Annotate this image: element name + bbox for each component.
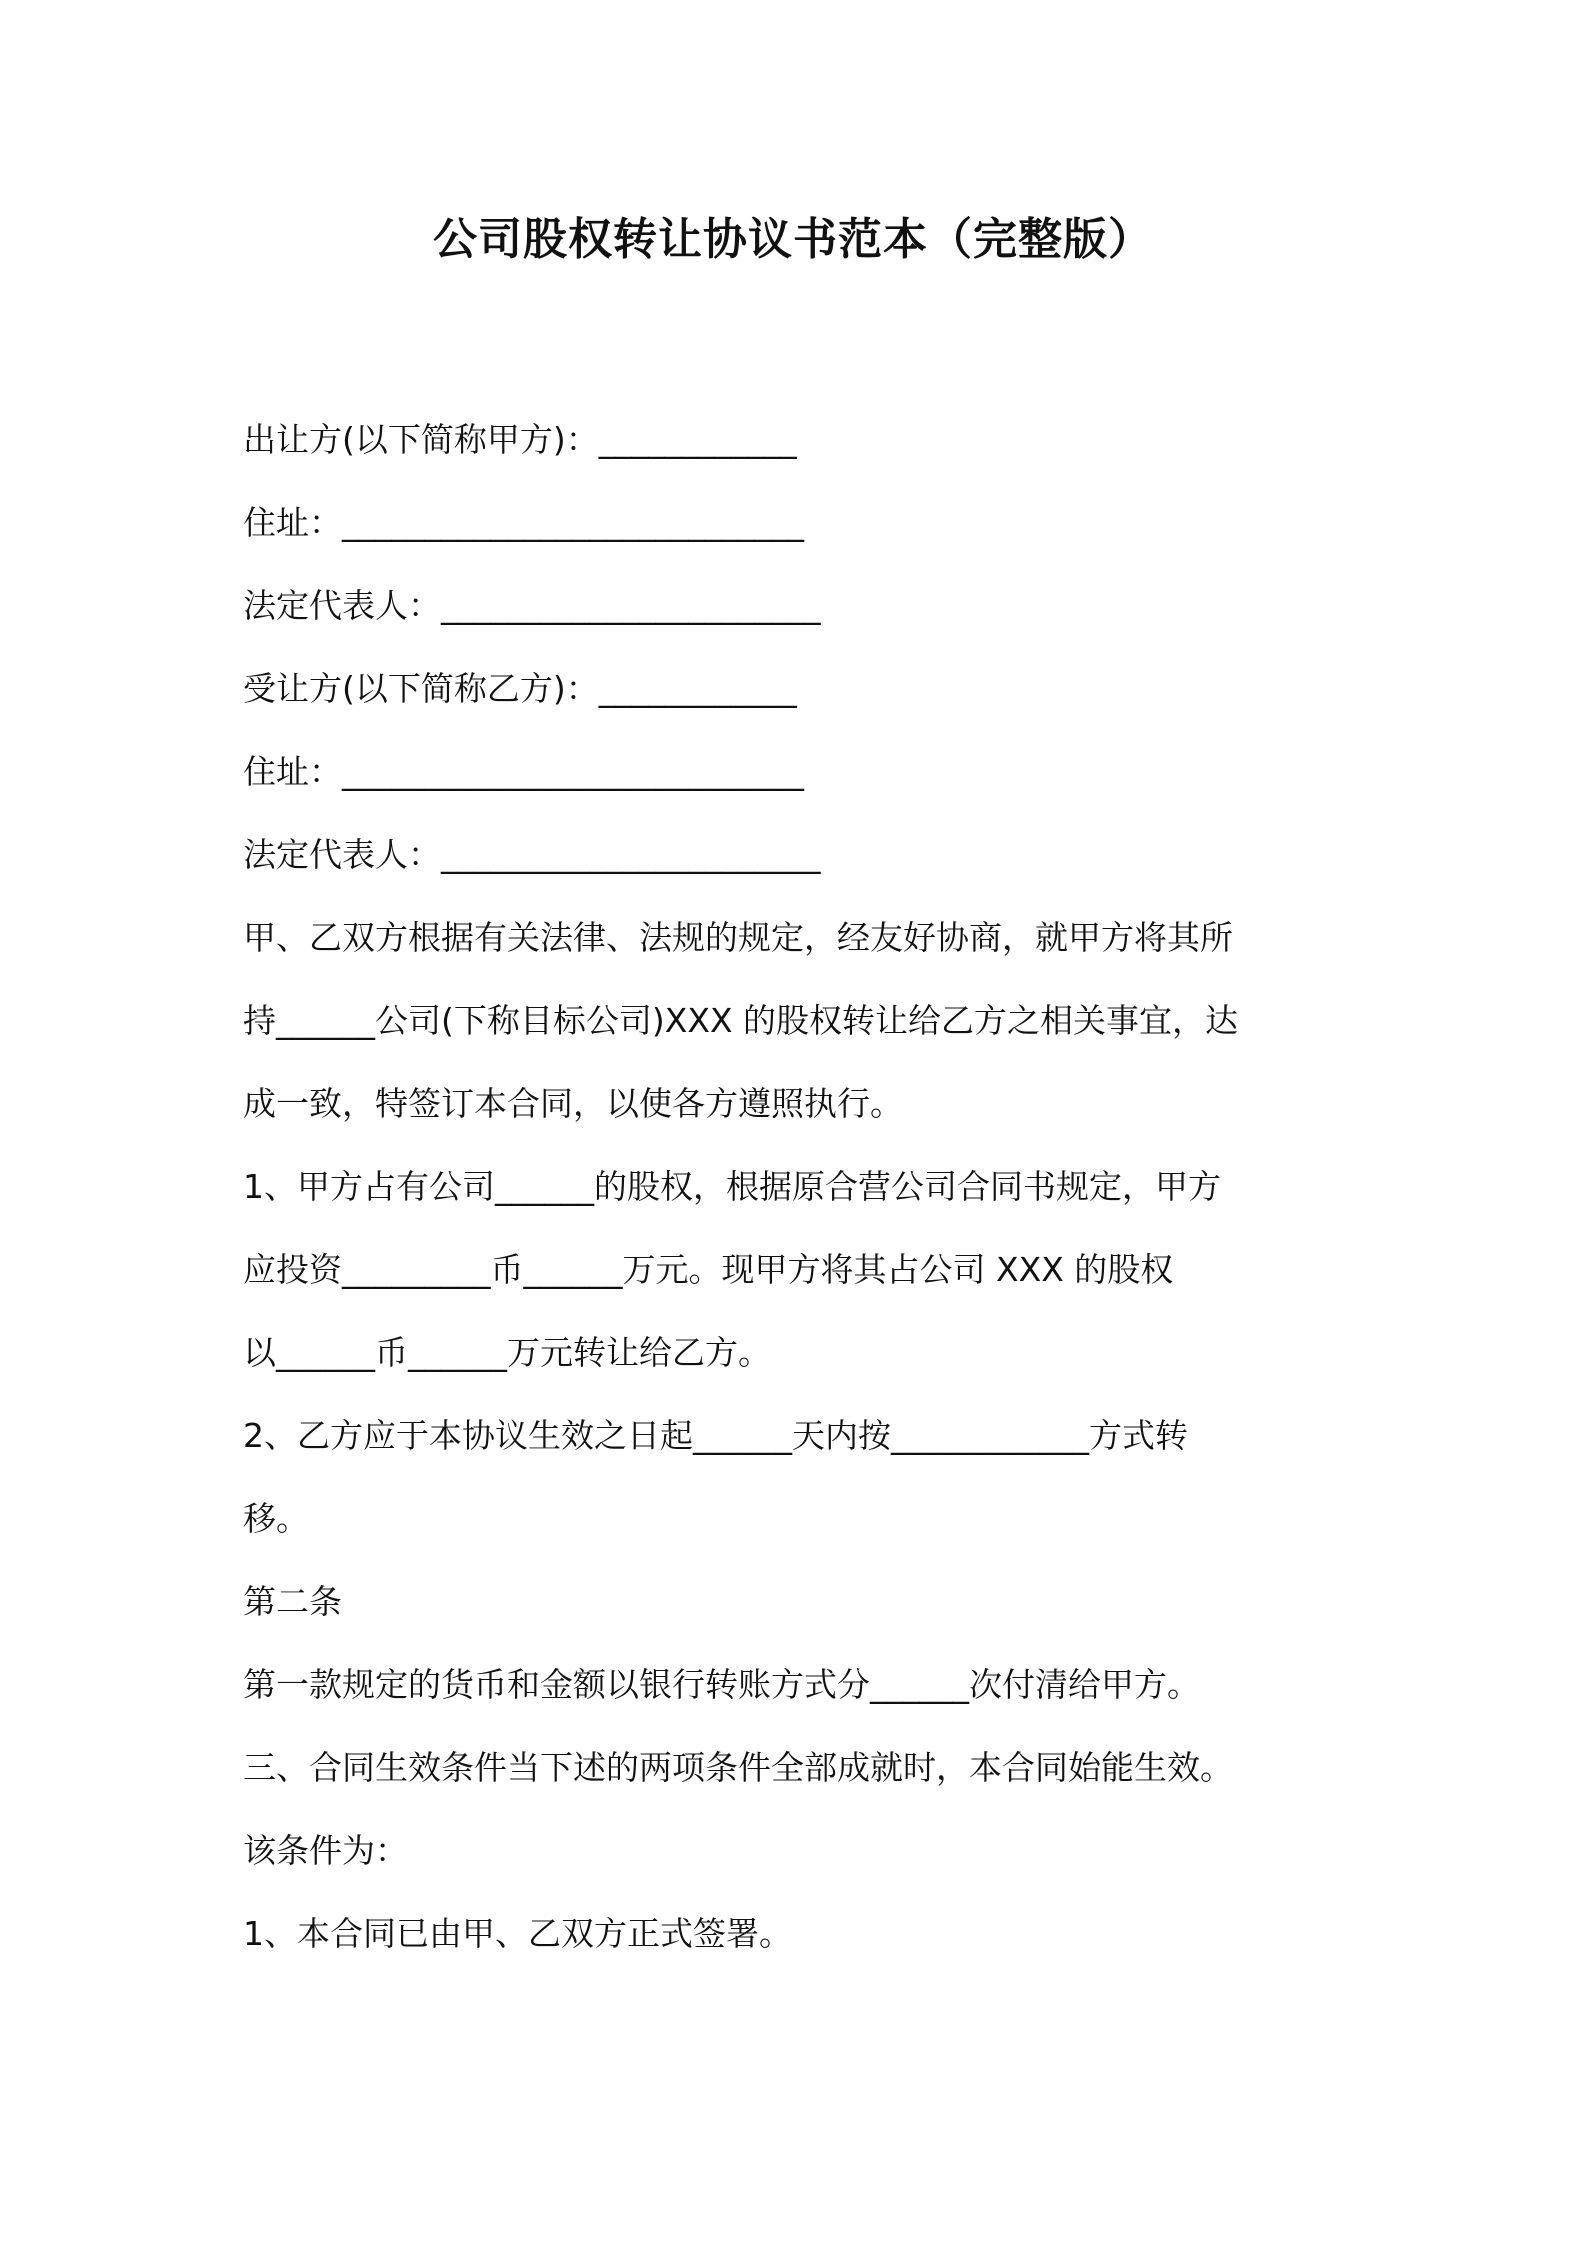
clause-2-line-1: 2、乙方应于本协议生效之日起______天内按____________方式转: [243, 1416, 1188, 1455]
transferor-line: 出让方(以下简称甲方)：____________: [243, 420, 797, 459]
transferee-representative-line: 法定代表人：_______________________: [243, 835, 821, 874]
article-two-heading: 第二条: [243, 1582, 342, 1621]
condition-1-line: 1、本合同已由甲、乙双方正式签署。: [243, 1914, 792, 1953]
clause-1-line-3: 以______币______万元转让给乙方。: [243, 1333, 771, 1372]
document-title: 公司股权转让协议书范本（完整版）: [433, 214, 1153, 265]
preamble-line-3: 成一致，特签订本合同，以使各方遵照执行。: [243, 1084, 903, 1123]
conditions-intro-line: 该条件为：: [243, 1831, 408, 1870]
payment-clause-line: 第一款规定的货币和金额以银行转账方式分______次付清给甲方。: [243, 1665, 1200, 1704]
clause-1-line-2: 应投资_________币______万元。现甲方将其占公司 XXX 的股权: [243, 1250, 1174, 1289]
transferee-line: 受让方(以下简称乙方)：____________: [243, 669, 797, 708]
preamble-line-2: 持______公司(下称目标公司)XXX 的股权转让给乙方之相关事宜，达: [243, 1001, 1239, 1040]
transferor-representative-line: 法定代表人：_______________________: [243, 586, 821, 625]
clause-2-line-2: 移。: [243, 1499, 309, 1538]
preamble-line-1: 甲、乙双方根据有关法律、法规的规定，经友好协商，就甲方将其所: [243, 918, 1233, 957]
effective-conditions-line: 三、合同生效条件当下述的两项条件全部成就时，本合同始能生效。: [243, 1748, 1233, 1787]
clause-1-line-1: 1、甲方占有公司______的股权，根据原合营公司合同书规定，甲方: [243, 1167, 1221, 1206]
transferor-address-line: 住址：____________________________: [243, 503, 804, 542]
transferee-address-line: 住址：____________________________: [243, 752, 804, 791]
